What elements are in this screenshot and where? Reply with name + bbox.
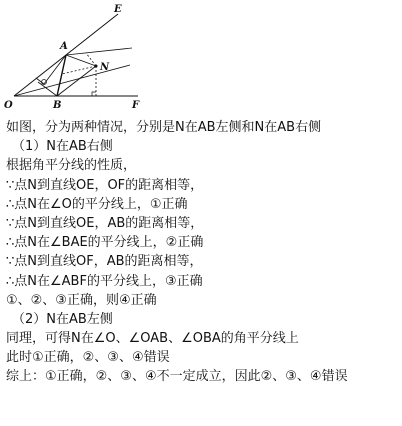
text-line-6: ∵点N到直线OE，AB的距离相等， [6,215,204,231]
text-line-11: （2）N在AB左侧 [12,311,113,327]
text-line-3: 根据角平分线的性质， [6,158,137,174]
label-o: O [4,100,13,111]
label-n: N [100,62,110,73]
text-line-2: （1）N在AB右侧 [12,139,113,155]
text-line-10: ①、②、③正确，则④正确 [6,292,157,308]
right-angle-mark [92,92,96,96]
label-a: A [60,41,68,52]
text-line-1: 如图，分为两种情况，分别是N在AB左侧和N在AB右侧 [6,120,322,135]
text-line-13: 此时①正确，②、③、④错误 [6,350,170,366]
point-n [95,65,98,68]
geometry-figure [0,0,160,118]
text-line-7: ∴点N在∠BAE的平分线上，②正确 [6,235,204,251]
text-line-8: ∵点N到直线OF，AB的距离相等， [6,254,203,270]
geometry-diagram [0,0,160,118]
label-e: E [114,4,122,15]
solution-text [6,118,398,387]
segment-an [66,55,96,66]
text-line-9: ∴点N在∠ABF的平分线上，③正确 [6,273,203,289]
bisector-o [14,65,130,96]
label-f: F [132,100,140,111]
bisector-a [66,48,132,55]
text-line-4: ∵点N到直线OE，OF的距离相等， [6,177,204,193]
text-line-5: ∴点N在∠O的平分线上，①正确 [6,196,188,212]
text-line-12: 同理，可得N在∠O、∠OAB、∠OBA的角平分线上 [6,331,299,347]
text-line-14: 综上：①正确，②、③、④不一定成立，因此②、③、④错误 [6,369,348,385]
label-b: B [53,100,62,111]
